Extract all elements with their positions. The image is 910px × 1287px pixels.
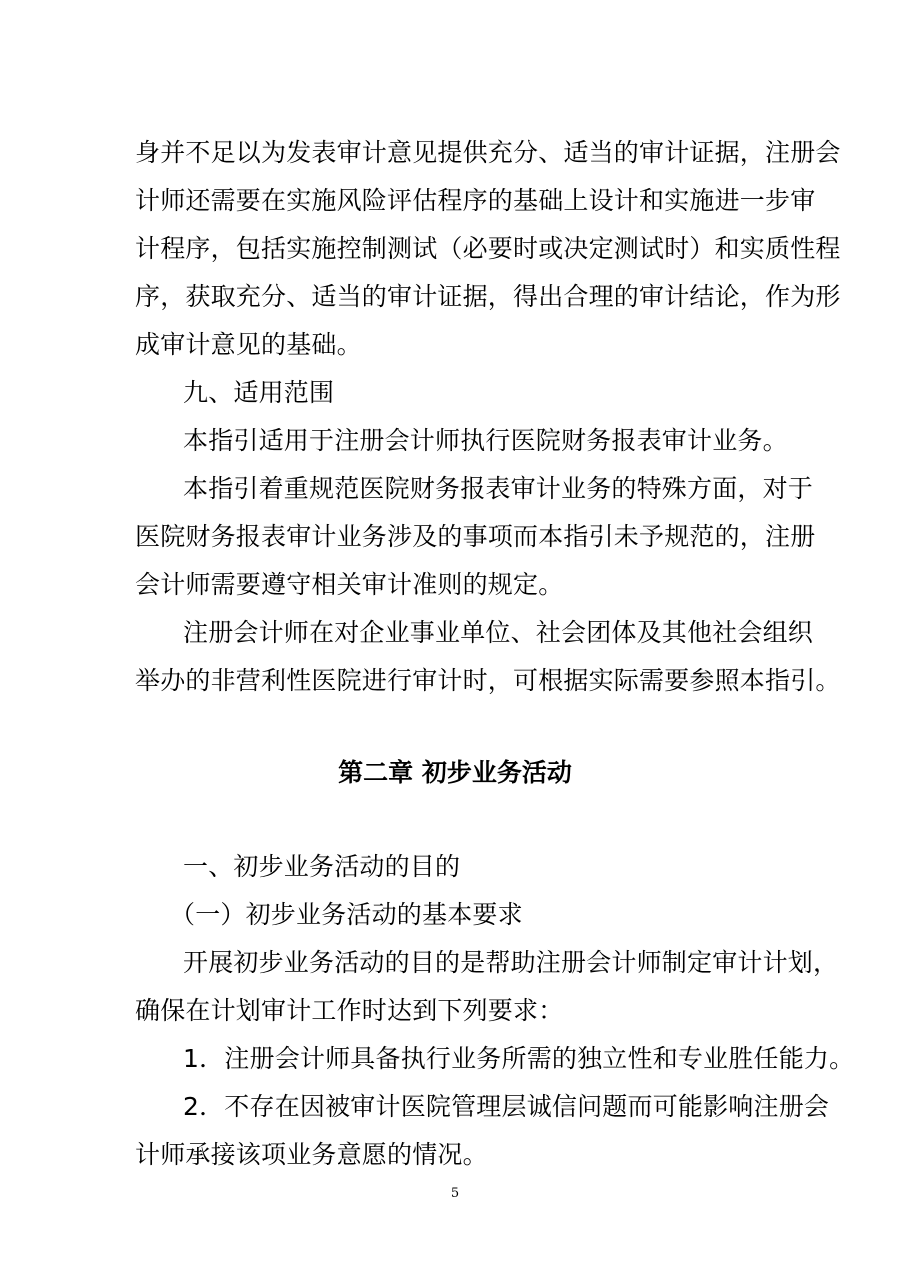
list-item: 2．不存在因被审计医院管理层诚信问题而可能影响注册会 xyxy=(183,1092,830,1121)
paragraph-line: 序，获取充分、适当的审计证据，得出合理的审计结论，作为形 xyxy=(135,282,841,311)
paragraph-line: 计师还需要在实施风险评估程序的基础上设计和实施进一步审 xyxy=(135,186,816,215)
paragraph-line: 本指引着重规范医院财务报表审计业务的特殊方面，对于 xyxy=(183,474,814,503)
paragraph-line: 医院财务报表审计业务涉及的事项而本指引未予规范的，注册 xyxy=(135,522,816,551)
list-item: 1．注册会计师具备执行业务所需的独立性和专业胜任能力。 xyxy=(183,1044,855,1073)
paragraph-line: 会计师需要遵守相关审计准则的规定。 xyxy=(135,570,564,599)
section-heading: 九、适用范围 xyxy=(183,378,335,407)
page-number: 5 xyxy=(450,1186,460,1201)
paragraph-line: 本指引适用于注册会计师执行医院财务报表审计业务。 xyxy=(183,426,788,455)
paragraph-line: 计师承接该项业务意愿的情况。 xyxy=(135,1140,488,1169)
chapter-heading: 第二章 初步业务活动 xyxy=(338,758,572,787)
paragraph-line: 开展初步业务活动的目的是帮助注册会计师制定审计计划， xyxy=(183,948,839,977)
subsection-heading: （一）初步业务活动的基本要求 xyxy=(170,900,523,929)
paragraph-line: 注册会计师在对企业事业单位、社会团体及其他社会组织 xyxy=(183,618,814,647)
paragraph-line: 身并不足以为发表审计意见提供充分、适当的审计证据，注册会 xyxy=(135,138,841,167)
section-heading: 一、初步业务活动的目的 xyxy=(183,852,461,881)
paragraph-line: 计程序，包括实施控制测试（必要时或决定测试时）和实质性程 xyxy=(135,234,841,263)
paragraph-line: 确保在计划审计工作时达到下列要求： xyxy=(135,996,564,1025)
paragraph-line: 成审计意见的基础。 xyxy=(135,330,362,359)
paragraph-line: 举办的非营利性医院进行审计时，可根据实际需要参照本指引。 xyxy=(135,666,841,695)
